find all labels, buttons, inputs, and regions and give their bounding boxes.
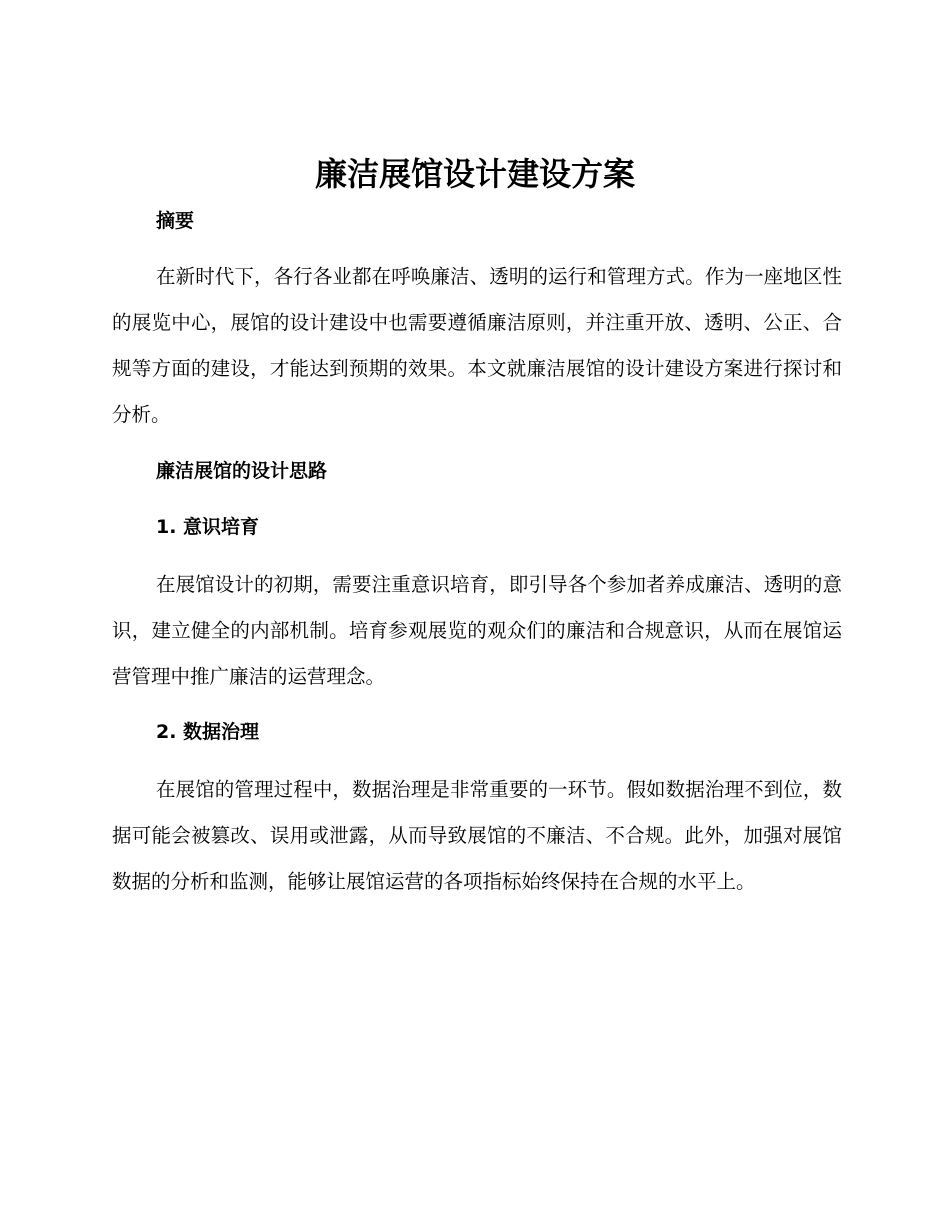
subsection-paragraph-awareness: 在展馆设计的初期，需要注重意识培育，即引导各个参加者养成廉洁、透明的意识，建立健全的内部机制。培育参观展览的观众们的廉洁和合规意识，从而在展馆运营管理中推广廉洁的运营理念。 [112, 573, 842, 688]
subsection-paragraph-data-governance: 在展馆的管理过程中，数据治理是非常重要的一环节。假如数据治理不到位，数据可能会被篡改、误用或泄露，从而导致展馆的不廉洁、不合规。此外，加强对展馆数据的分析和监测，能够让展馆运营的各项指标始终保持在合规的水平上。 [112, 778, 842, 893]
abstract-heading: 摘要 [156, 210, 195, 232]
subsection-heading-data-governance: 2. 数据治理 [156, 721, 260, 743]
subsection-heading-awareness: 1. 意识培育 [156, 516, 260, 538]
document-title: 廉洁展馆设计建设方案 [314, 155, 635, 193]
section-heading: 廉洁展馆的设计思路 [156, 460, 328, 482]
abstract-paragraph: 在新时代下，各行各业都在呼唤廉洁、透明的运行和管理方式。作为一座地区性的展览中心，展馆的设计建设中也需要遵循廉洁原则，并注重开放、透明、公正、合规等方面的建设，才能达到预期的效果。本文就廉洁展馆的设计建设方案进行探讨和分析。 [112, 265, 842, 426]
